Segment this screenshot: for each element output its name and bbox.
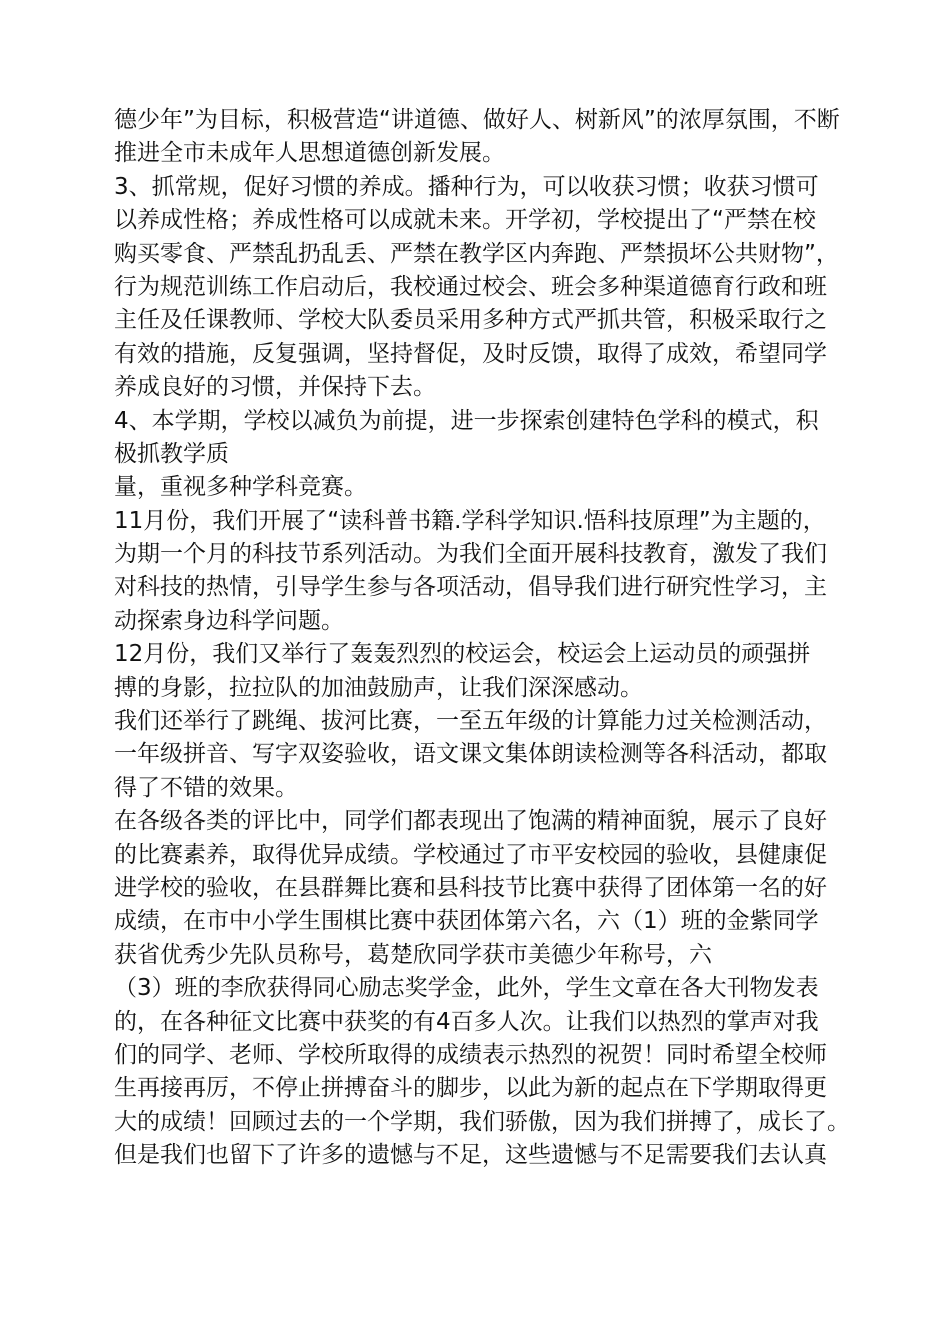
body-text [114, 104, 854, 1173]
text-line: 动探索身边科学问题。 [114, 607, 344, 634]
text-line: 但是我们也留下了许多的遗憾与不足，这些遗憾与不足需要我们去认真 [114, 1142, 827, 1169]
text-line: 们的同学、老师、学校所取得的成绩表示热烈的祝贺！同时希望全校师 [114, 1041, 827, 1068]
text-line: 为期一个月的科技节系列活动。为我们全面开展科技教育，激发了我们 [114, 541, 827, 568]
text-line: 行为规范训练工作启动后，我校通过校会、班会多种渠道德育行政和班 [114, 273, 827, 300]
text-line: 生再接再厉，不停止拼搏奋斗的脚步，以此为新的起点在下学期取得更 [114, 1075, 827, 1102]
text-line: 3、抓常规，促好习惯的养成。播种行为，可以收获习惯；收获习惯可 [114, 173, 819, 200]
text-line: 极抓教学质 [114, 440, 229, 467]
text-line: 购买零食、严禁乱扔乱丢、严禁在教学区内奔跑、严禁损坏公共财物”， [114, 240, 839, 267]
text-line: 德少年”为目标，积极营造“讲道德、做好人、树新风”的浓厚氛围，不断 [114, 107, 840, 133]
text-line: 我们还举行了跳绳、拔河比赛，一至五年级的计算能力过关检测活动， [114, 708, 827, 735]
text-line: 大的成绩！回顾过去的一个学期，我们骄傲，因为我们拼搏了，成长了。 [114, 1108, 850, 1135]
text-line: 推进全市未成年人思想道德创新发展。 [114, 140, 505, 167]
text-line: 量，重视多种学科竞赛。 [114, 474, 367, 501]
text-line: 在各级各类的评比中，同学们都表现出了饱满的精神面貌，展示了良好 [114, 808, 827, 835]
text-line: 获省优秀少先队员称号，葛楚欣同学获市美德少年称号，六 [114, 941, 712, 968]
text-line: 成绩，在市中小学生围棋比赛中获团体第六名，六（1）班的金紫同学 [114, 908, 819, 935]
text-line: 的比赛素养，取得优异成绩。学校通过了市平安校园的验收，县健康促 [114, 841, 827, 868]
text-line: （3）班的李欣获得同心励志奖学金，此外，学生文章在各大刊物发表 [114, 975, 819, 1002]
text-line: 一年级拼音、写字双姿验收，语文课文集体朗读检测等各科活动，都取 [114, 741, 827, 768]
text-line: 养成良好的习惯，并保持下去。 [114, 374, 436, 401]
text-line: 主任及任课教师、学校大队委员采用多种方式严抓共管，积极采取行之 [114, 307, 827, 334]
text-line: 对科技的热情，引导学生参与各项活动，倡导我们进行研究性学习，主 [114, 574, 827, 601]
text-line: 11月份，我们开展了“读科普书籍.学科学知识.悟科技原理”为主题的， [114, 507, 826, 534]
text-line: 得了不错的效果。 [114, 774, 298, 801]
text-line: 有效的措施，反复强调，坚持督促，及时反馈，取得了成效，希望同学 [114, 340, 827, 367]
text-line: 4、本学期，学校以减负为前提，进一步探索创建特色学科的模式，积 [114, 407, 819, 434]
text-line: 搏的身影，拉拉队的加油鼓励声，让我们深深感动。 [114, 674, 643, 701]
text-line: 进学校的验收，在县群舞比赛和县科技节比赛中获得了团体第一名的好 [114, 874, 827, 901]
text-line: 12月份，我们又举行了轰轰烈烈的校运会，校运会上运动员的顽强拼 [114, 641, 811, 668]
text-line: 以养成性格；养成性格可以成就未来。开学初，学校提出了“严禁在校 [114, 207, 816, 234]
text-line: 的，在各种征文比赛中获奖的有4百多人次。让我们以热烈的掌声对我 [114, 1008, 819, 1035]
